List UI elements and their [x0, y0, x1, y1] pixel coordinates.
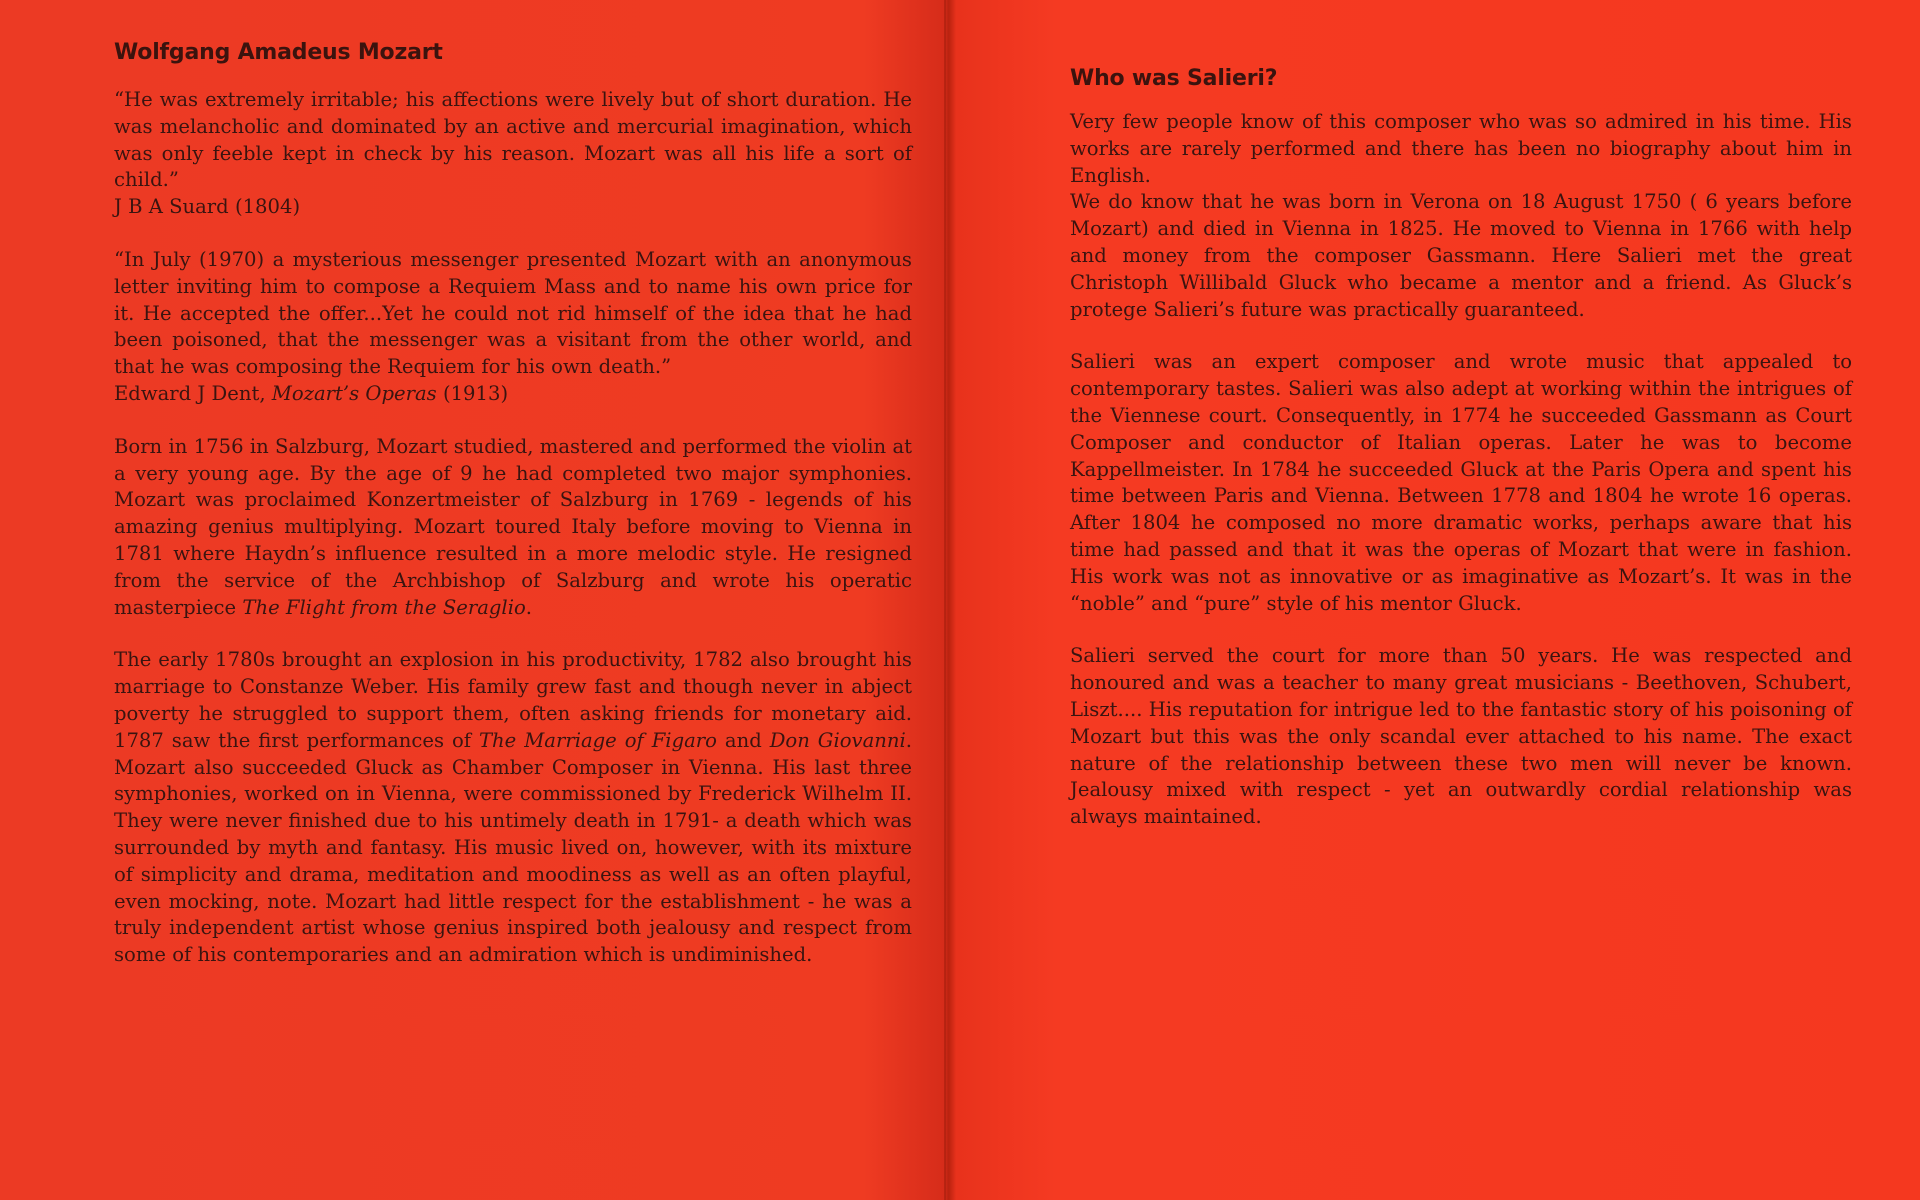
suard-attribution: J B A Suard (1804)	[114, 195, 301, 219]
conjunction: and	[724, 728, 762, 752]
left-page	[0, 0, 944, 1200]
salieri-heading: Who was Salieri?	[1070, 66, 1278, 91]
dent-quote-text: “In July (1970) a mysterious messenger presented Mozart with an anonymous letter inviting him to compose a Requiem Mass and to name his own price for it. He accepted the offer...Yet he could not rid himself of the idea that he had been poisoned, that the messenger was a visitant from the other world, and that he was composing the Requiem for his own death.”	[114, 247, 912, 379]
mozart-later-life-text-2: . Mozart also succeeded Gluck as Chamber Composer in Vienna. His last three symphonies, worked on in Vienna, were commissioned by Frederick Wilhelm II. They were never finished due to his untimely death in 1791- a death which was surrounded by myth and fantasy. His music lived on, however, with its mixture of simplicity and drama, meditation and moodiness as well as an often playful, even mocking, note. Mozart had little respect for the establishment - he was a truly independent artist whose genius inspired both jealousy and respect from some of his contemporaries and an admiration which is undiminished.	[114, 728, 912, 967]
mozart-later-life-text-1: The early 1780s brought an explosion in his productivity, 1782 also brought his marriage to Constanze Weber. His family grew fast and though never in abject poverty he struggled to support them, often asking friends for monetary aid. 1787 saw the first performances of	[114, 648, 912, 752]
dent-attribution-work: Mozart’s Operas	[271, 381, 437, 405]
salieri-intro-text-1: Very few people know of this composer who was so admired in his time. His works are rarely performed and there has been no biography about him in English.	[1070, 110, 1852, 187]
dent-attribution	[114, 381, 912, 408]
dent-attribution-author: Edward J Dent,	[114, 381, 266, 405]
salieri-intro-paragraph	[1070, 109, 1852, 323]
mozart-early-life-text: Born in 1756 in Salzburg, Mozart studied, mastered and performed the violin at a very young age. By the age of 9 he had completed two major symphonies. Mozart was proclaimed Konzertmeister of Salzburg in 1769 - legends of his amazing genius multiplying. Mozart toured Italy before moving to Vienna in 1781 where Haydn’s influence resulted in a more melodic style. He resigned from the service of the Archbishop of Salzburg and wrote his operatic masterpiece	[114, 434, 912, 619]
period: .	[525, 595, 532, 619]
salieri-career-paragraph: Salieri was an expert composer and wrote music that appealed to contemporary tastes. Salieri was also adept at working within the intrigues of the Viennese court. Consequently, in 1774 he succeeded Gassmann as Court Composer and conductor of Italian operas. Later he was to become Kappellmeister. In 1784 he succeeded Gluck at the Paris Opera and spent his time between Paris and Vienna. Between 1778 and 1804 he wrote 16 operas. After 1804 he composed no more dramatic works, perhaps aware that his time had passed and that it was the operas of Mozart that were in fashion. His work was not as innovative or as imaginative as Mozart’s. It was in the “noble” and “pure” style of his mentor Gluck.	[1070, 350, 1852, 615]
mozart-heading: Wolfgang Amadeus Mozart	[114, 40, 443, 65]
salieri-legacy-paragraph: Salieri served the court for more than 50 years. He was respected and honoured and was a teacher to many great musicians - Beethoven, Schubert, Liszt.... His reputation for intrigue led to the fantastic story of his poisoning of Mozart but this was the only scandal ever attached to his name. The exact nature of the relationship between these two men will never be known. Jealousy mixed with respect - yet an outwardly cordial relationship was always maintained.	[1070, 644, 1852, 829]
don-giovanni-title: Don Giovanni	[769, 728, 906, 752]
seraglio-title: The Flight from the Seraglio	[242, 595, 526, 619]
figaro-title: The Marriage of Figaro	[478, 728, 717, 752]
dent-attribution-year: (1913)	[442, 381, 509, 405]
mozart-early-life-paragraph	[114, 434, 912, 622]
suard-quote-text: “He was extremely irritable; his affections were lively but of short duration. He was melancholic and dominated by an active and mercurial imagination, which was only feeble kept in check by his reason. Mozart was all his life a sort of child.”	[114, 88, 912, 192]
mozart-later-life-paragraph	[114, 647, 912, 969]
right-page	[944, 0, 1920, 1200]
salieri-intro-text-2: We do know that he was born in Verona on 18 August 1750 ( 6 years before Mozart) and died in Vienna in 1825. He moved to Vienna in 1766 with help and money from the composer Gassmann. Here Salieri met the great Christoph Willibald Gluck who became a mentor and a friend. As Gluck’s protege Salieri’s future was practically guaranteed.	[1070, 190, 1852, 321]
suard-quote	[114, 87, 912, 221]
dent-quote	[114, 247, 912, 408]
